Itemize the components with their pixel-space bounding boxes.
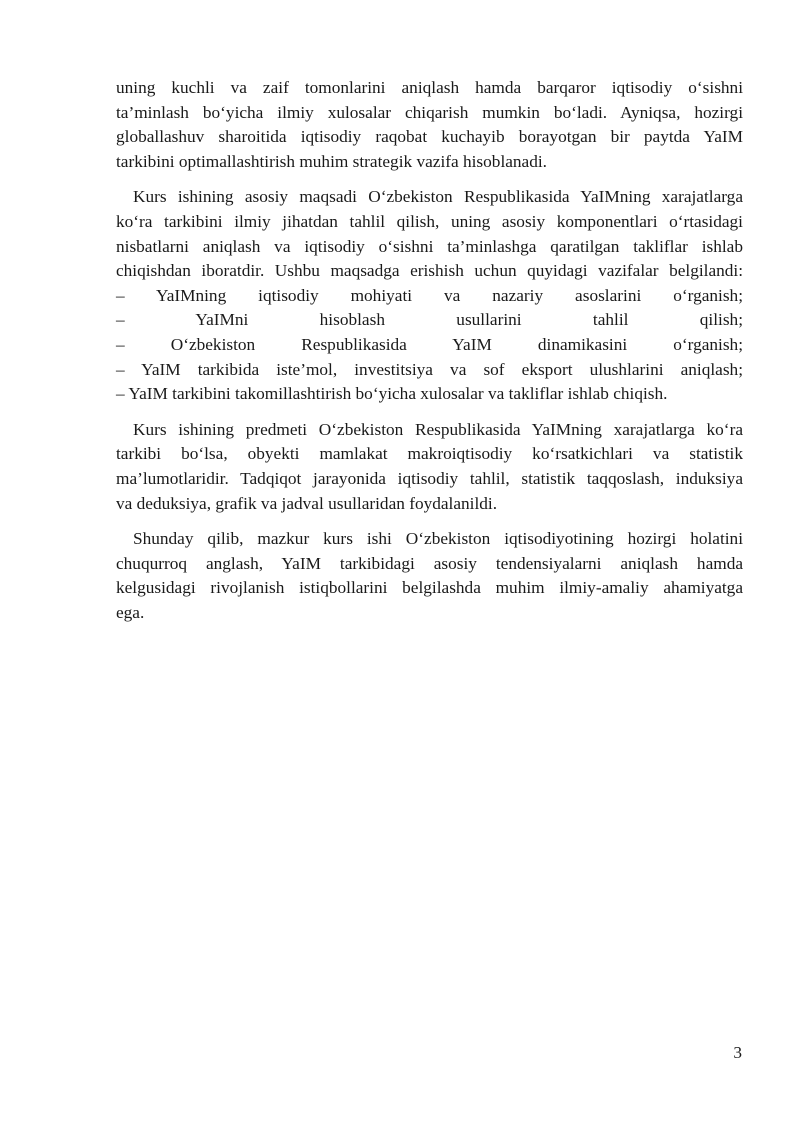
text-line: Shunday qilib, mazkur kurs ishi O‘zbekiston iqtisodiyotining hozirgi holatini — [133, 529, 743, 549]
text-line: chuqurroq anglash, YaIM tarkibidagi asosiy tendensiyalarni aniqlash hamda — [116, 553, 743, 573]
text-line: Kurs ishining asosiy maqsadi O‘zbekiston Respublikasida YaIMning xarajatlarga — [133, 187, 743, 207]
task-list-item: – O‘zbekiston Respublikasida YaIM dinamikasini o‘rganish; — [116, 334, 743, 354]
task-list-item: – YaIMni hisoblash usullarini tahlil qilish; — [116, 310, 743, 330]
text-line: uning kuchli va zaif tomonlarini aniqlash hamda barqaror iqtisodiy o‘sishni — [116, 78, 743, 97]
task-list-item: – YaIM tarkibida iste’mol, investitsiya va sof eksport ulushlarini aniqlash; — [116, 359, 743, 379]
page-number: 3 — [733, 1043, 742, 1062]
text-line: kelgusidagi rivojlanish istiqbollarini belgilashda muhim ilmiy-amaliy ahamiyatga — [116, 578, 743, 598]
text-line: ega. — [116, 602, 145, 622]
paragraph-aim-and-tasks — [116, 185, 743, 406]
text-line: ma’lumotlaridir. Tadqiqot jarayonida iqtisodiy tahlil, statistik taqqoslash, induksiya — [116, 468, 743, 488]
text-line: chiqishdan iboratdir. Ushbu maqsadga erishish uchun quyidagi vazifalar belgilandi: — [116, 261, 743, 281]
text-line: tarkibi bo‘lsa, obyekti mamlakat makroiqtisodiy ko‘rsatkichlari va statistik — [116, 444, 743, 464]
paragraph-subject-and-object — [116, 418, 743, 516]
text-line: ta’minlash bo‘yicha ilmiy xulosalar chiqarish mumkin bo‘ladi. Ayniqsa, hozirgi — [116, 102, 743, 122]
task-list-item: – YaIMning iqtisodiy mohiyati va nazariy asoslarini o‘rganish; — [116, 285, 743, 305]
text-line: tarkibini optimallashtirish muhim strategik vazifa hisoblanadi. — [116, 151, 547, 171]
text-line: ko‘ra tarkibini ilmiy jihatdan tahlil qilish, uning asosiy komponentlari o‘rtasidagi — [116, 211, 743, 231]
text-line: va deduksiya, grafik va jadval usullaridan foydalanildi. — [116, 493, 498, 513]
text-line: nisbatlarni aniqlash va iqtisodiy o‘sishni ta’minlashga qaratilgan takliflar ishlab — [116, 236, 743, 256]
text-line: Kurs ishining predmeti O‘zbekiston Respublikasida YaIMning xarajatlarga ko‘ra — [133, 419, 743, 439]
text-line: globallashuv sharoitida iqtisodiy raqobat kuchayib borayotgan bir paytda YaIM — [116, 127, 743, 147]
page-body — [116, 76, 743, 636]
task-list-item: – YaIM tarkibini takomillashtirish bo‘yicha xulosalar va takliflar ishlab chiqish. — [116, 384, 668, 404]
paragraph-conclusion — [116, 527, 743, 625]
paragraph-intro-continuation — [116, 76, 743, 174]
